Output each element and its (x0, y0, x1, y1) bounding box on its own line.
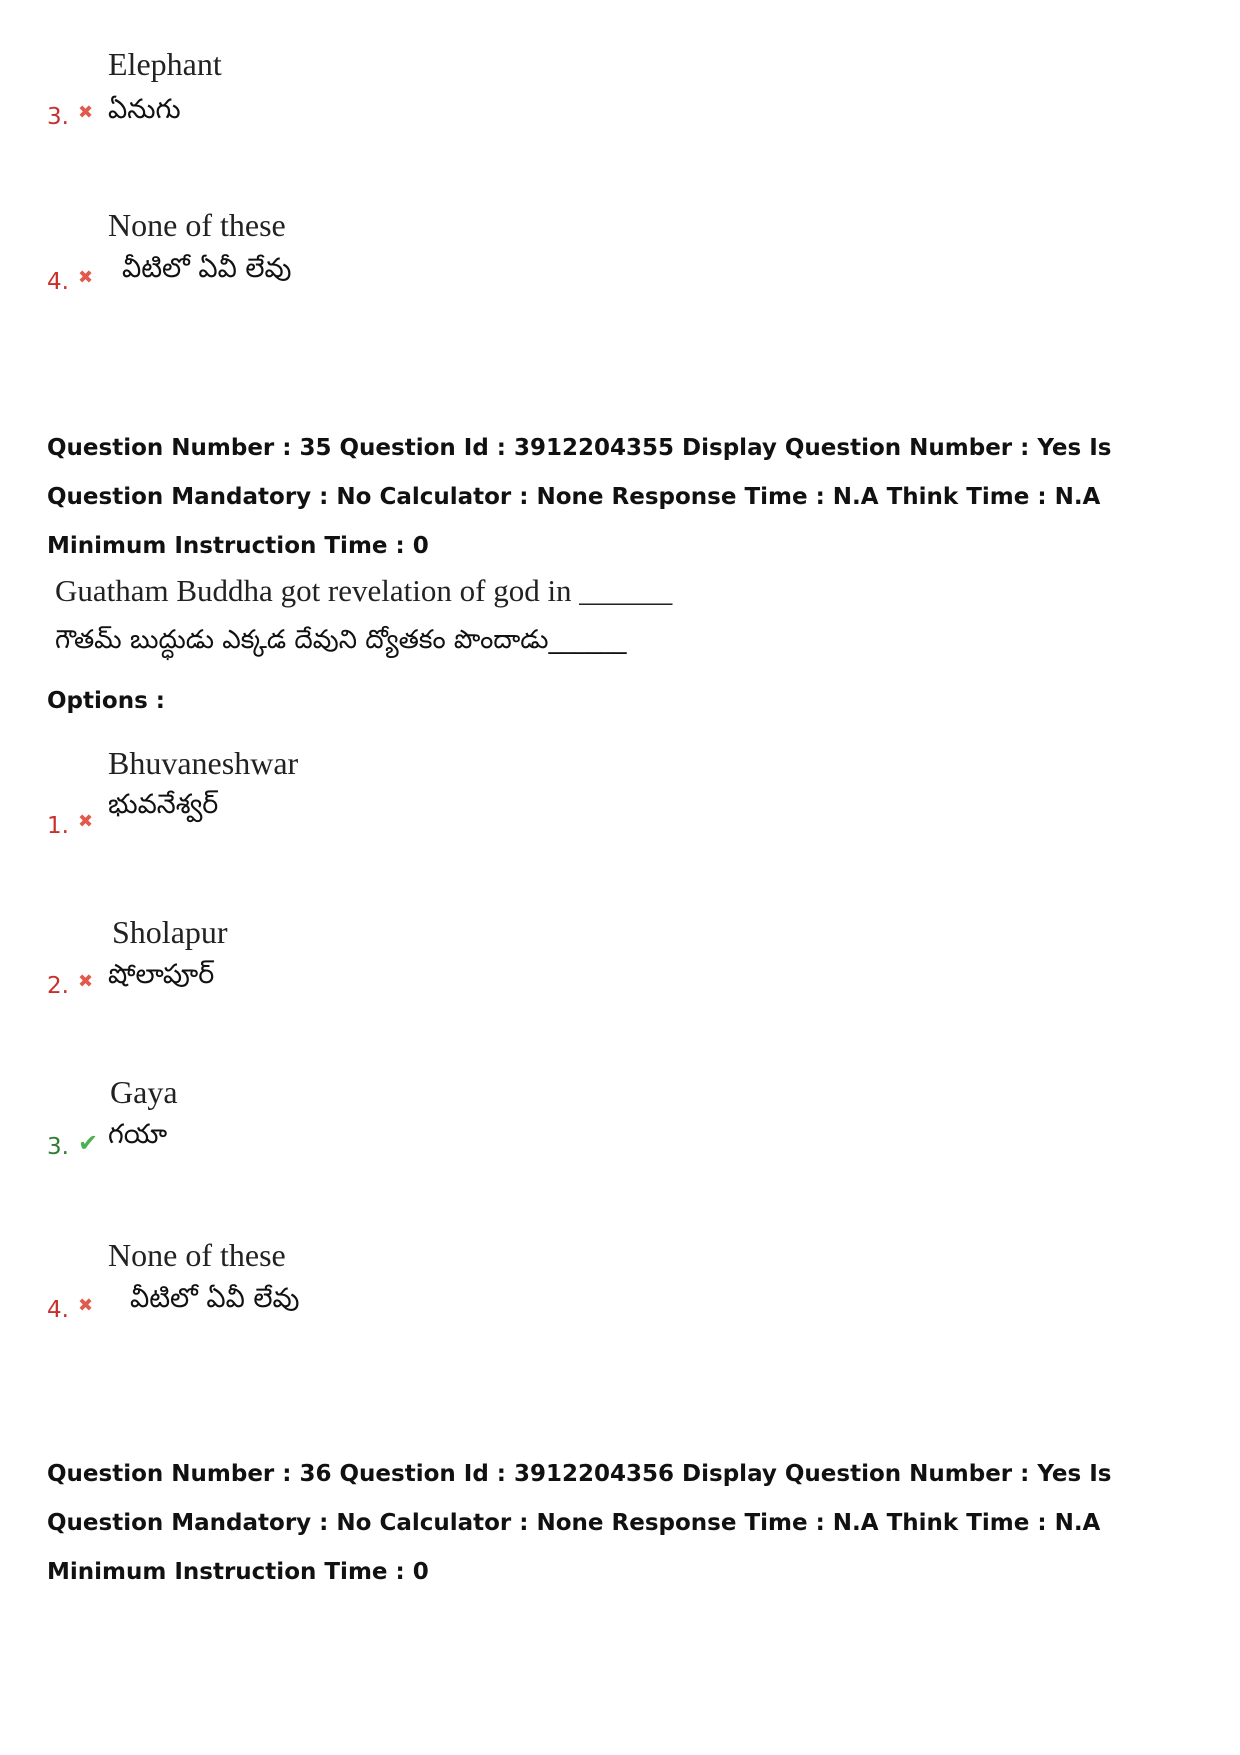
wrong-cross-icon: ✖ (78, 267, 94, 288)
prev-option-4-english: None of these (108, 207, 286, 243)
q35-option-3-number: 3. (47, 1134, 69, 1160)
options-label: Options : (47, 688, 165, 714)
q35-option-2-telugu: షోలాపూర్ (108, 959, 215, 990)
wrong-cross-icon: ✖ (78, 971, 94, 992)
question-35-text-telugu: గౌతమ్ బుద్ధుడు ఎక్కడ దేవుని ద్యోతకం పొందాడు______ (55, 625, 627, 655)
correct-check-icon: ✔ (78, 1129, 99, 1157)
q35-option-1-telugu: భువనేశ్వర్ (108, 789, 219, 820)
q35-option-3-telugu: గయా (108, 1119, 168, 1150)
question-36-meta: Question Number : 36 Question Id : 3912204356 Display Question Number : Yes Is Question Mandatory : No Calculator : None Response Time : N.A Think Time : N.A Minimum Instruction Time : 0 (47, 1461, 1112, 1585)
q35-option-1-number: 1. (47, 813, 69, 839)
question-35-meta: Question Number : 35 Question Id : 3912204355 Display Question Number : Yes Is Question Mandatory : No Calculator : None Response Time : N.A Think Time : N.A Minimum Instruction Time : 0 (47, 435, 1112, 559)
q35-option-2-english: Sholapur (112, 914, 228, 950)
q35-option-1-english: Bhuvaneshwar (108, 745, 299, 781)
prev-option-4-number: 4. (47, 269, 69, 295)
question-35-text-english: Guatham Buddha got revelation of god in ______ (55, 573, 673, 608)
prev-option-3-english: Elephant (108, 46, 222, 82)
prev-option-3-telugu: ఏనుగు (108, 94, 181, 125)
wrong-cross-icon: ✖ (78, 811, 94, 832)
q35-option-4-english: None of these (108, 1237, 286, 1273)
prev-option-4-telugu: వీటిలో ఏవీ లేవు (122, 253, 292, 284)
wrong-cross-icon: ✖ (78, 1295, 94, 1316)
wrong-cross-icon: ✖ (78, 102, 94, 123)
q35-option-3-english: Gaya (110, 1074, 178, 1110)
q35-option-4-telugu: వీటిలో ఏవీ లేవు (130, 1283, 300, 1314)
prev-option-3-number: 3. (47, 104, 69, 130)
q35-option-2-number: 2. (47, 973, 69, 999)
q35-option-4-number: 4. (47, 1297, 69, 1323)
